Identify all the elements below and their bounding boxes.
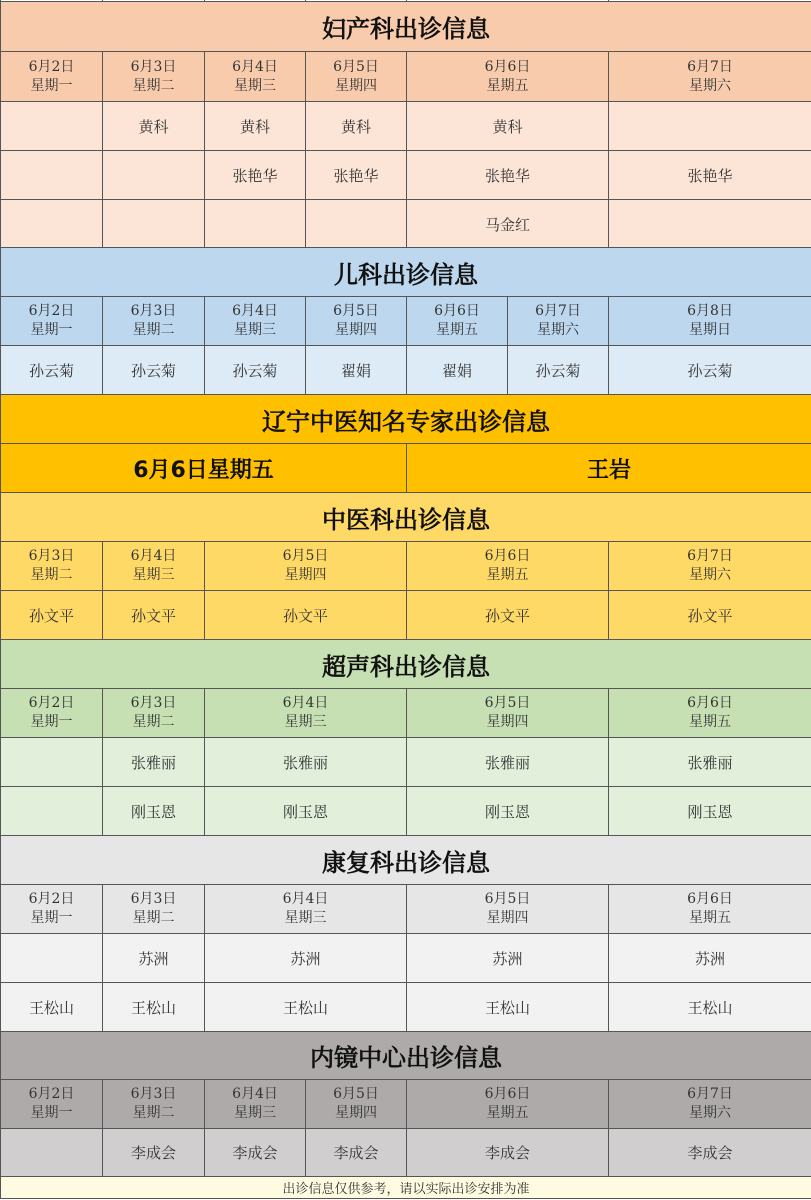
doctor-cell: 张雅丽 [205, 738, 407, 787]
table-row [1, 983, 811, 1032]
day-header: 6月3日 星期二 [103, 1080, 205, 1129]
doctor-cell: 李成会 [103, 1129, 205, 1177]
doctor-cell: 刚玉恩 [407, 787, 609, 836]
day-header: 6月6日 星期五 [609, 885, 811, 934]
obgyn-section [0, 1, 811, 249]
tcm-title: 中医科出诊信息 [1, 493, 811, 542]
doctor-cell: 黄科 [306, 102, 407, 151]
tcm-section [0, 492, 811, 640]
day-header: 6月8日 星期日 [609, 297, 811, 346]
footer-note: 出诊信息仅供参考，请以实际出诊安排为准 [1, 1177, 811, 1199]
expert-section [0, 394, 811, 493]
doctor-cell: 孙文平 [407, 591, 609, 640]
doctor-cell [609, 102, 811, 151]
doctor-cell: 王松山 [407, 983, 609, 1032]
doctor-cell [103, 151, 205, 200]
pediatrics-header-row [1, 297, 811, 346]
day-header: 6月5日 星期四 [407, 885, 609, 934]
day-header: 6月4日 星期三 [205, 297, 306, 346]
doctor-cell [1, 738, 103, 787]
day-header: 6月6日 星期五 [407, 297, 508, 346]
day-header: 6月4日 星期三 [103, 542, 205, 591]
day-header: 6月5日 星期四 [306, 52, 407, 102]
doctor-cell [1, 151, 103, 200]
doctor-cell: 刚玉恩 [609, 787, 811, 836]
doctor-cell: 李成会 [407, 1129, 609, 1177]
doctor-cell [1, 787, 103, 836]
day-header: 6月7日 星期六 [609, 52, 811, 102]
doctor-cell [1, 200, 103, 249]
doctor-cell: 孙云菊 [508, 346, 609, 395]
doctor-cell [1, 934, 103, 983]
day-header: 6月7日 星期六 [609, 542, 811, 591]
doctor-cell: 张艳华 [306, 151, 407, 200]
tcm-header-row [1, 542, 811, 591]
day-header: 6月2日 星期一 [1, 297, 103, 346]
day-header: 6月4日 星期三 [205, 1080, 306, 1129]
endoscopy-header-row [1, 1080, 811, 1129]
doctor-cell: 苏洲 [609, 934, 811, 983]
doctor-cell [609, 200, 811, 249]
table-row [1, 591, 811, 640]
doctor-cell [306, 200, 407, 249]
day-header: 6月4日 星期三 [205, 885, 407, 934]
table-row [1, 934, 811, 983]
doctor-cell: 马金红 [407, 200, 609, 249]
day-header: 6月3日 星期二 [1, 542, 103, 591]
table-row [1, 444, 811, 493]
doctor-cell: 张艳华 [407, 151, 609, 200]
doctor-cell: 王松山 [205, 983, 407, 1032]
table-row [1, 1129, 811, 1177]
doctor-cell: 王松山 [609, 983, 811, 1032]
table-row [1, 346, 811, 395]
obgyn-header-row [1, 52, 811, 102]
doctor-cell: 张雅丽 [103, 738, 205, 787]
doctor-cell: 李成会 [205, 1129, 306, 1177]
endoscopy-section [0, 1031, 811, 1199]
day-header: 6月3日 星期二 [103, 297, 205, 346]
doctor-cell [1, 1129, 103, 1177]
pediatrics-title: 儿科出诊信息 [1, 248, 811, 297]
doctor-cell: 苏洲 [407, 934, 609, 983]
doctor-cell: 刚玉恩 [103, 787, 205, 836]
day-header: 6月2日 星期一 [1, 52, 103, 102]
table-row [1, 151, 811, 200]
day-header: 6月3日 星期二 [103, 689, 205, 738]
doctor-cell [1, 102, 103, 151]
ultrasound-header-row [1, 689, 811, 738]
table-row [1, 102, 811, 151]
table-row [1, 200, 811, 249]
day-header: 6月6日 星期五 [407, 52, 609, 102]
day-header: 6月4日 星期三 [205, 52, 306, 102]
doctor-cell: 孙云菊 [205, 346, 306, 395]
doctor-cell: 翟娟 [306, 346, 407, 395]
doctor-cell: 孙文平 [205, 591, 407, 640]
doctor-cell: 黄科 [103, 102, 205, 151]
doctor-cell: 翟娟 [407, 346, 508, 395]
day-header: 6月3日 星期二 [103, 52, 205, 102]
doctor-cell: 黄科 [407, 102, 609, 151]
expert-title: 辽宁中医知名专家出诊信息 [1, 395, 811, 444]
doctor-cell: 孙云菊 [103, 346, 205, 395]
day-header: 6月5日 星期四 [306, 297, 407, 346]
doctor-cell: 张雅丽 [609, 738, 811, 787]
doctor-cell: 张艳华 [609, 151, 811, 200]
endoscopy-title: 内镜中心出诊信息 [1, 1032, 811, 1080]
doctor-cell: 李成会 [306, 1129, 407, 1177]
doctor-cell: 孙文平 [103, 591, 205, 640]
day-header: 6月2日 星期一 [1, 885, 103, 934]
doctor-cell: 孙云菊 [1, 346, 103, 395]
day-header: 6月5日 星期四 [306, 1080, 407, 1129]
rehab-title: 康复科出诊信息 [1, 836, 811, 885]
pediatrics-section [0, 247, 811, 395]
day-header: 6月2日 星期一 [1, 689, 103, 738]
doctor-cell: 刚玉恩 [205, 787, 407, 836]
doctor-cell: 王松山 [103, 983, 205, 1032]
doctor-cell: 孙云菊 [609, 346, 811, 395]
doctor-cell [103, 200, 205, 249]
doctor-cell: 张艳华 [205, 151, 306, 200]
doctor-cell: 孙文平 [609, 591, 811, 640]
day-header: 6月2日 星期一 [1, 1080, 103, 1129]
ultrasound-title: 超声科出诊信息 [1, 640, 811, 689]
expert-day: 6月6日星期五 [1, 444, 407, 493]
obgyn-title: 妇产科出诊信息 [1, 2, 811, 52]
rehab-header-row [1, 885, 811, 934]
day-header: 6月3日 星期二 [103, 885, 205, 934]
doctor-cell [205, 200, 306, 249]
expert-doctor: 王岩 [407, 444, 811, 493]
day-header: 6月6日 星期五 [609, 689, 811, 738]
day-header: 6月6日 星期五 [407, 542, 609, 591]
rehab-section [0, 835, 811, 1032]
doctor-cell: 黄科 [205, 102, 306, 151]
doctor-cell: 苏洲 [205, 934, 407, 983]
day-header: 6月7日 星期六 [508, 297, 609, 346]
day-header: 6月7日 星期六 [609, 1080, 811, 1129]
ultrasound-section [0, 639, 811, 836]
doctor-cell: 王松山 [1, 983, 103, 1032]
doctor-cell: 苏洲 [103, 934, 205, 983]
table-row [1, 738, 811, 787]
day-header: 6月5日 星期四 [407, 689, 609, 738]
table-row [1, 787, 811, 836]
day-header: 6月5日 星期四 [205, 542, 407, 591]
doctor-cell: 李成会 [609, 1129, 811, 1177]
doctor-cell: 张雅丽 [407, 738, 609, 787]
day-header: 6月6日 星期五 [407, 1080, 609, 1129]
day-header: 6月4日 星期三 [205, 689, 407, 738]
doctor-cell: 孙文平 [1, 591, 103, 640]
